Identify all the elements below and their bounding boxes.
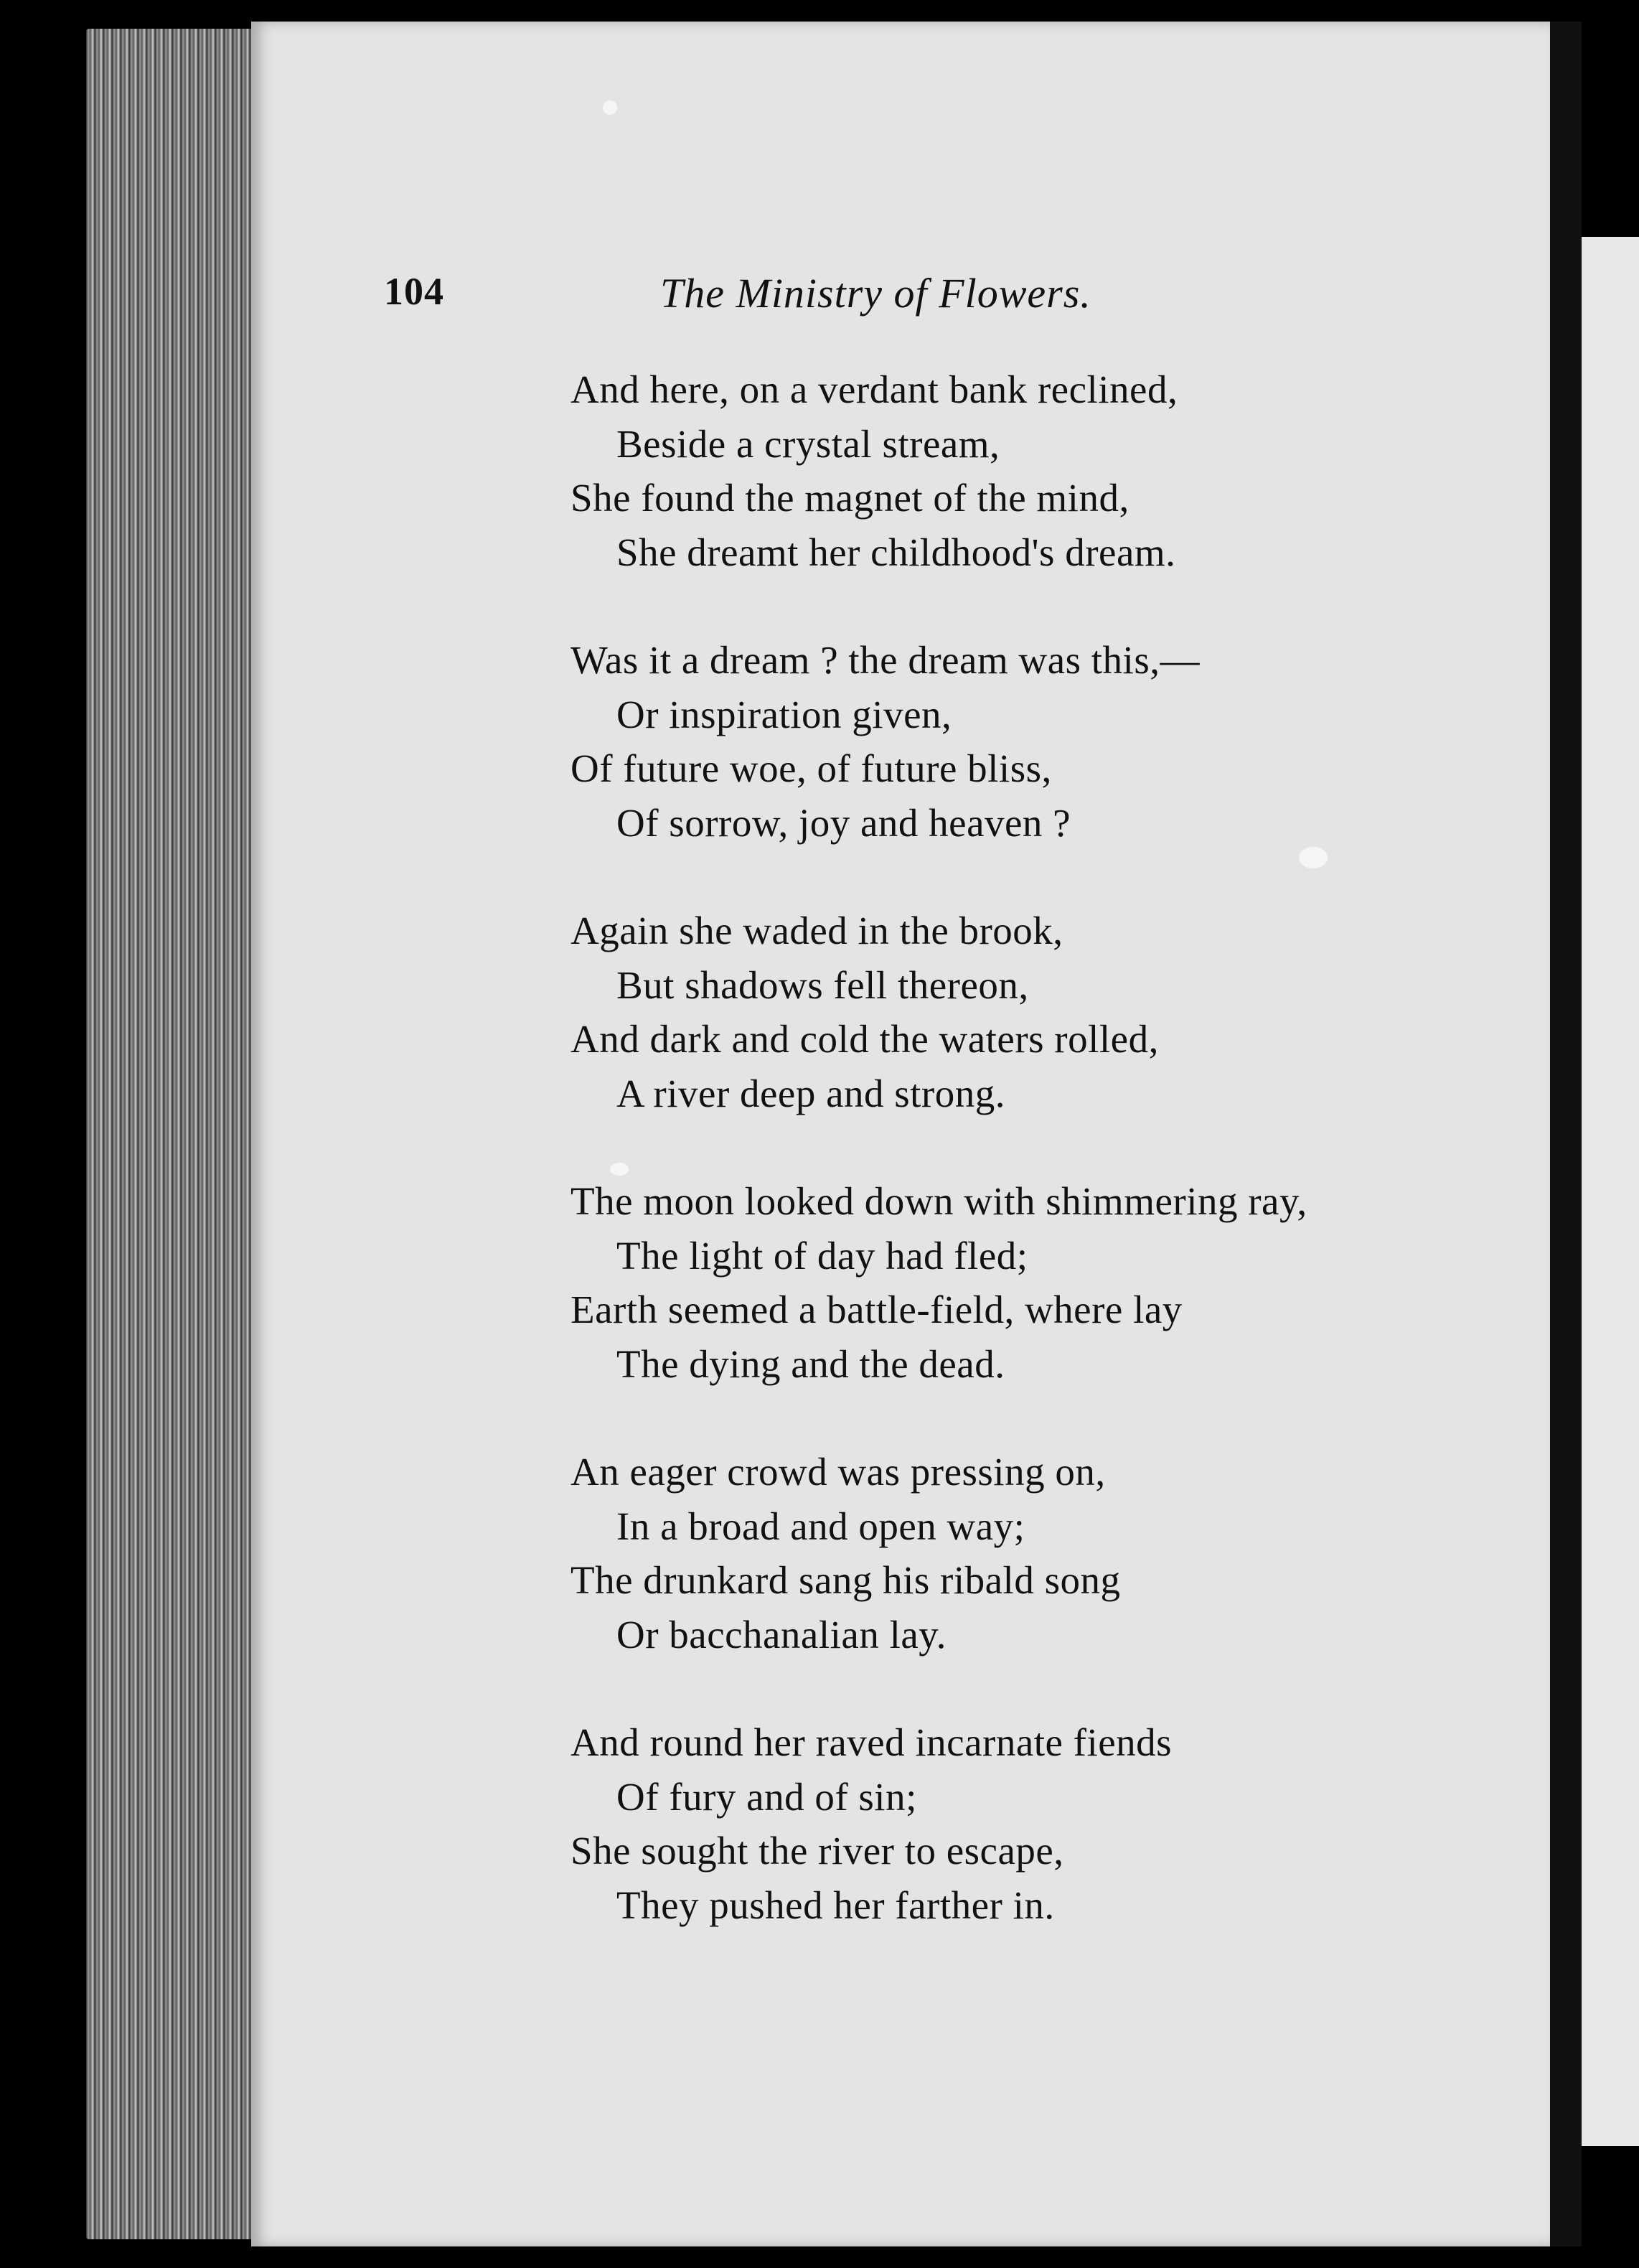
poem-line: And round her raved incarnate fiends [570,1720,1173,1764]
page-number: 104 [384,270,444,313]
poem-line: Of future woe, of future bliss, [570,746,1052,790]
stanza-1 [570,362,1503,579]
poem-line: They pushed her farther in. [616,1883,1055,1927]
poem-line: She dreamt her childhood's dream. [616,530,1176,574]
poem-line: The drunkard sang his ribald song [570,1558,1121,1602]
poem-line: Or bacchanalian lay. [616,1612,947,1657]
poem-line: Earth seemed a battle-field, where lay [570,1288,1183,1331]
stanza-2 [570,633,1503,850]
poem-line: But shadows fell thereon, [616,962,1029,1007]
adjacent-page-sliver [1582,237,1639,2146]
book-page-edges [86,29,258,2239]
stanza-6 [570,1715,1503,1932]
poem-line: The light of day had fled; [616,1233,1028,1278]
poem-line: Was it a dream ? the dream was this,— [570,638,1200,682]
paper-speck [603,100,617,115]
poem-line: A river deep and strong. [616,1071,1005,1115]
stanza-5 [570,1445,1503,1662]
poem-line: An eager crowd was pressing on, [570,1450,1106,1494]
poem-line: Again she waded in the brook, [570,909,1063,952]
poem-line: The moon looked down with shimmering ray, [570,1179,1307,1223]
poem-line: Of fury and of sin; [616,1774,917,1819]
poem-line: She found the magnet of the mind, [570,476,1130,520]
poem-line: In a broad and open way; [616,1504,1025,1548]
poem-line: The dying and the dead. [616,1341,1005,1386]
running-title: The Ministry of Flowers. [660,270,1091,317]
page-header [384,269,1324,319]
stanza-4 [570,1174,1503,1391]
poem-line: Of sorrow, joy and heaven ? [616,800,1071,845]
stanza-3 [570,904,1503,1120]
poem-line: Or inspiration given, [616,692,952,736]
binding-shadow [1550,22,1582,2246]
poem-line: And dark and cold the waters rolled, [570,1017,1159,1061]
poem [570,362,1503,1986]
poem-line: And here, on a verdant bank reclined, [570,367,1178,411]
poem-line: She sought the river to escape, [570,1829,1064,1873]
poem-line: Beside a crystal stream, [616,421,1000,466]
